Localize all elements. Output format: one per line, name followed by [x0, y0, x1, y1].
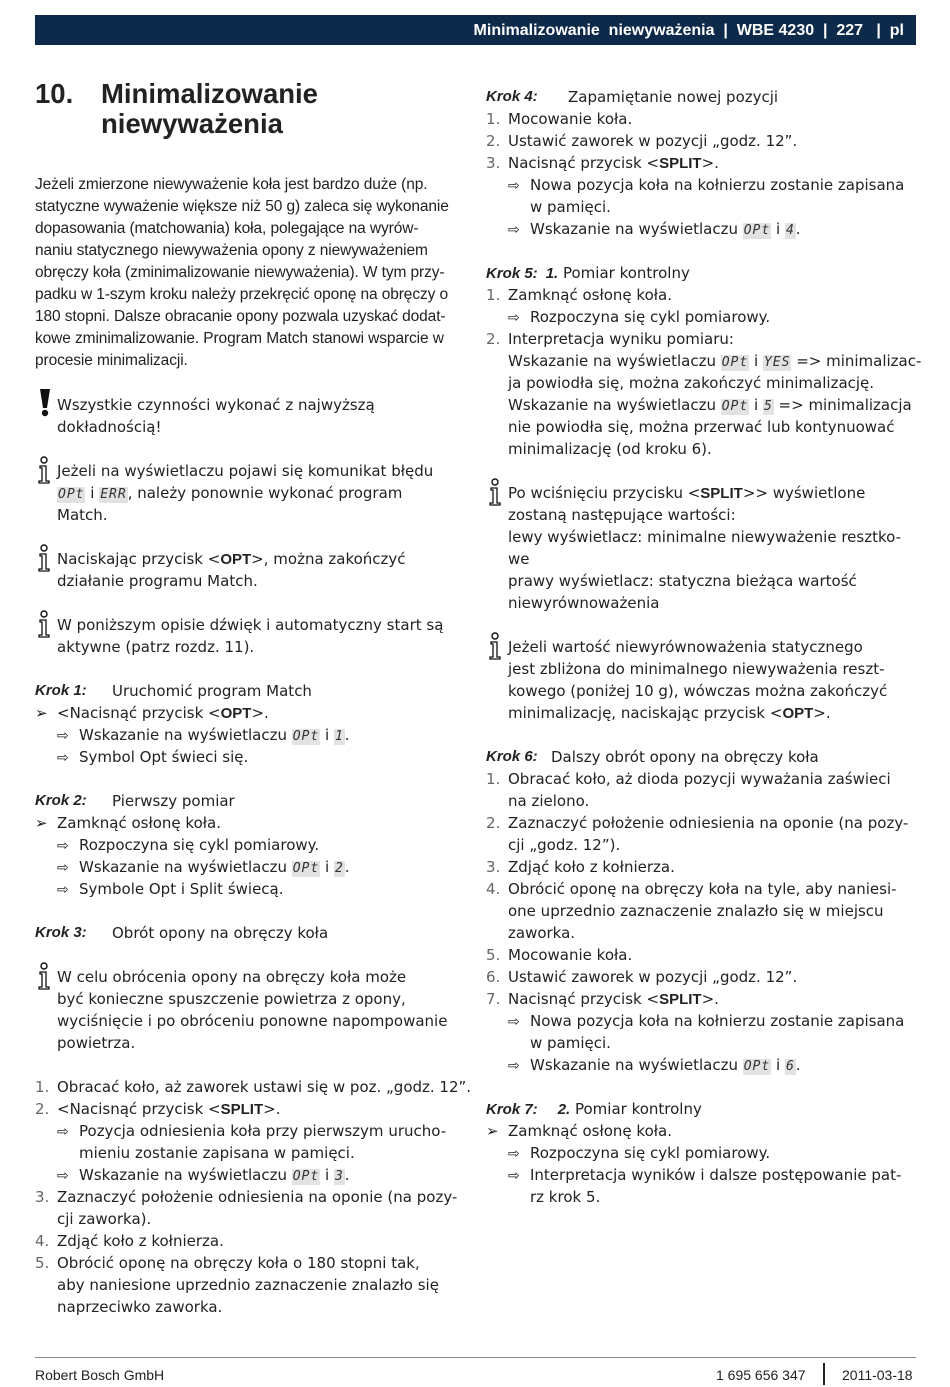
lcd-display: OPt [292, 861, 320, 876]
list-item-cont: na zielono. [508, 792, 590, 810]
list-item: 5. Obrócić oponę na obręczy koła o 180 stopni tak, [35, 1254, 420, 1272]
note-line: prawy wyświetlacz: statyczna bieżąca wartość [508, 572, 857, 590]
list-item: 3. Zdjąć koło z kołnierza. [486, 858, 675, 876]
result-line: ⇨ Wskazanie na wyświetlaczu OPt i 2. [57, 858, 350, 876]
footer-divider [35, 1357, 916, 1358]
list-item-cont: ja powiodła się, można zakończyć minimalizację. [508, 374, 875, 392]
list-item-cont: naprzeciwko zaworka. [57, 1298, 223, 1316]
lcd-display: 6 [785, 1059, 795, 1074]
step-title: Dalszy obrót opony na obręczy koła [551, 748, 819, 766]
info-icon [488, 478, 502, 506]
result-line: ⇨ Rozpoczyna się cykl pomiarowy. [508, 308, 771, 326]
note-line: W celu obrócenia opony na obręczy koła może [57, 968, 407, 986]
note-line: powietrza. [57, 1034, 136, 1052]
note-line: lewy wyświetlacz: minimalne niewyważenie resztko- [508, 528, 901, 546]
note-line: aktywne (patrz rozdz. 11). [57, 638, 255, 656]
lcd-display: 4 [785, 223, 795, 238]
lcd-display: OPt [292, 729, 320, 744]
step-label: Krok 4: [486, 88, 538, 105]
note-line: zostaną następujące wartości: [508, 506, 736, 524]
intro-line: statyczne wyważenie większe niż 50 g) zaleca się wykonanie [35, 198, 449, 215]
result-line: ⇨ Interpretacja wyników i dalsze postępowanie pat- [508, 1166, 902, 1184]
list-item: 2. Ustawić zaworek w pozycji „godz. 12”. [486, 132, 798, 150]
result-line: w pamięci. [530, 1034, 611, 1052]
chapter-title-line1: Minimalizowanie [101, 78, 318, 109]
lcd-display: OPt [292, 1169, 320, 1184]
note-line: niewyrównoważenia [508, 594, 660, 612]
step-label: Krok 1: [35, 682, 87, 699]
step-title: Zapamiętanie nowej pozycji [568, 88, 779, 106]
intro-line: 180 stopni. Dalsze obracanie opony pozwala uzyskać dodat- [35, 308, 446, 325]
result-line: ⇨ Rozpoczyna się cykl pomiarowy. [508, 1144, 771, 1162]
step-label: Krok 6: [486, 748, 538, 765]
list-item-cont: Wskazanie na wyświetlaczu OPt i YES => minimalizac- [508, 352, 922, 370]
footer-separator [823, 1363, 825, 1385]
list-item-cont: zaworka. [508, 924, 576, 942]
note-line: Po wciśnięciu przycisku <SPLIT>> wyświetlone [508, 484, 866, 502]
lcd-display: OPt [721, 355, 749, 370]
list-item: 1. Obracać koło, aż dioda pozycji wyważania zaświeci [486, 770, 891, 788]
warning-line: dokładnością! [57, 418, 162, 436]
note-line: być konieczne spuszczenie powietrza z opony, [57, 990, 406, 1008]
result-line: ⇨ Nowa pozycja koła na kołnierzu zostanie zapisana [508, 176, 905, 194]
list-item-cont: nie powiodła się, można przerwać lub kontynuować [508, 418, 895, 436]
list-item: 3. Nacisnąć przycisk <SPLIT>. [486, 154, 719, 172]
lcd-display: OPt [743, 1059, 771, 1074]
note-line: Jeżeli wartość niewyrównoważenia statycznego [508, 638, 863, 656]
list-item: 3. Zaznaczyć położenie odniesienia na oponie (na pozy- [35, 1188, 458, 1206]
chapter-title-line2: niewyważenia [101, 108, 283, 139]
info-icon [37, 962, 51, 990]
list-item: 2. <Nacisnąć przycisk <SPLIT>. [35, 1100, 281, 1118]
list-item: 7. Nacisnąć przycisk <SPLIT>. [486, 990, 719, 1008]
lcd-display: 5 [763, 399, 773, 414]
list-item-cont: minimalizację (od kroku 6). [508, 440, 712, 458]
result-line: ⇨ Wskazanie na wyświetlaczu OPt i 3. [57, 1166, 350, 1184]
info-icon [488, 632, 502, 660]
lcd-display: YES [763, 355, 791, 370]
intro-line: obręczy koła (zminimalizowanie niewyważenia). W tym przy- [35, 264, 445, 281]
step-label: Krok 3: [35, 924, 87, 941]
note-line: działanie programu Match. [57, 572, 258, 590]
result-line: w pamięci. [530, 198, 611, 216]
list-item-cont: cji zaworka). [57, 1210, 152, 1228]
step-heading: Krok 7: 2. Pomiar kontrolny [486, 1100, 702, 1118]
intro-line: procesie minimalizacji. [35, 352, 188, 369]
step-title: Uruchomić program Match [112, 682, 312, 700]
list-item: 2. Zaznaczyć położenie odniesienia na oponie (na pozy- [486, 814, 909, 832]
result-line: ⇨ Wskazanie na wyświetlaczu OPt i 6. [508, 1056, 801, 1074]
step-title: Obrót opony na obręczy koła [112, 924, 329, 942]
lcd-display: 1 [334, 729, 344, 744]
note-line: OPt i ERR, należy ponownie wykonać program [58, 484, 403, 502]
note-line: wyciśnięcie i po obróceniu ponowne napompowanie [57, 1012, 448, 1030]
note-line: Naciskając przycisk <OPT>, można zakończyć [57, 550, 406, 568]
list-item: 1. Zamknąć osłonę koła. [486, 286, 672, 304]
result-line: ⇨ Symbol Opt świeci się. [57, 748, 249, 766]
info-icon [37, 610, 51, 638]
intro-line: dopasowania (matchowania) koła, polegające na wyrów- [35, 220, 419, 237]
result-line: ⇨ Nowa pozycja koła na kołnierzu zostanie zapisana [508, 1012, 905, 1030]
intro-line: naniu statycznego niewyważenia opony z niewyważeniem [35, 242, 428, 259]
list-item-cont: Wskazanie na wyświetlaczu OPt i 5 => minimalizacja [508, 396, 912, 414]
list-item-cont: aby naniesione uprzednio zaznaczenie znalazło się [57, 1276, 439, 1294]
list-item: 5. Mocowanie koła. [486, 946, 633, 964]
result-line: ⇨ Pozycja odniesienia koła przy pierwszym urucho- [57, 1122, 447, 1140]
list-item: 2. Interpretacja wyniku pomiaru: [486, 330, 734, 348]
intro-line: Jeżeli zmierzone niewyważenie koła jest bardzo duże (np. [35, 176, 428, 193]
chapter-number: 10. [35, 78, 74, 109]
note-line: W poniższym opisie dźwięk i automatyczny start są [57, 616, 444, 634]
step-action: ➢ Zamknąć osłonę koła. [35, 814, 221, 832]
step-title: Pierwszy pomiar [112, 792, 235, 810]
lcd-display: 2 [334, 861, 344, 876]
result-line: ⇨ Wskazanie na wyświetlaczu OPt i 1. [57, 726, 350, 744]
note-line: Match. [57, 506, 108, 524]
result-line: ⇨ Symbole Opt i Split świecą. [57, 880, 284, 898]
lcd-display: ERR [100, 487, 127, 502]
lcd-display: OPt [721, 399, 749, 414]
note-line: kowego (poniżej 10 g), wówczas można zakończyć [508, 682, 888, 700]
note-line: Jeżeli na wyświetlaczu pojawi się komunikat błędu [57, 462, 434, 480]
info-icon [37, 544, 51, 572]
note-line: minimalizację, naciskając przycisk <OPT>. [508, 704, 831, 722]
step-action: ➢ <Nacisnąć przycisk <OPT>. [35, 704, 269, 722]
warning-exclamation-icon [38, 389, 52, 417]
lcd-display: OPt [58, 487, 85, 502]
result-line: ⇨ Wskazanie na wyświetlaczu OPt i 4. [508, 220, 801, 238]
footer-company: Robert Bosch GmbH [35, 1367, 165, 1383]
info-icon [37, 456, 51, 484]
footer-doc-number: 1 695 656 347 [716, 1367, 806, 1383]
list-item-cont: one uprzednio zaznaczenie znalazło się w miejscu [508, 902, 884, 920]
lcd-display: 3 [334, 1169, 344, 1184]
list-item: 1. Mocowanie koła. [486, 110, 633, 128]
list-item: 4. Zdjąć koło z kołnierza. [35, 1232, 224, 1250]
warning-line: Wszystkie czynności wykonać z najwyższą [57, 396, 375, 414]
list-item-cont: cji „godz. 12”). [508, 836, 621, 854]
step-heading: Krok 5: 1. Pomiar kontrolny [486, 264, 690, 282]
list-item: 1. Obracać koło, aż zaworek ustawi się w poz. „godz. 12”. [35, 1078, 472, 1096]
list-item: 4. Obrócić oponę na obręczy koła na tyle, aby naniesi- [486, 880, 897, 898]
step-action: ➢ Zamknąć osłonę koła. [486, 1122, 672, 1140]
intro-line: padku w 1-szym kroku należy przekręcić oponę na obręczy o [35, 286, 448, 303]
step-label: Krok 2: [35, 792, 87, 809]
lcd-display: OPt [743, 223, 771, 238]
note-line: we [508, 550, 530, 568]
result-line: rz krok 5. [530, 1188, 601, 1206]
footer-date: 2011-03-18 [842, 1367, 913, 1383]
page-header: Minimalizowanie niewyważenia | WBE 4230 | 227 | pl [35, 15, 916, 45]
list-item: 6. Ustawić zaworek w pozycji „godz. 12”. [486, 968, 798, 986]
intro-line: kowe zminimalizowanie. Program Match stanowi wsparcie w [35, 330, 444, 347]
note-line: jest zbliżona do minimalnego niewyważenia reszt- [508, 660, 885, 678]
result-line: ⇨ Rozpoczyna się cykl pomiarowy. [57, 836, 320, 854]
result-line: mieniu zostanie zapisana w pamięci. [79, 1144, 355, 1162]
